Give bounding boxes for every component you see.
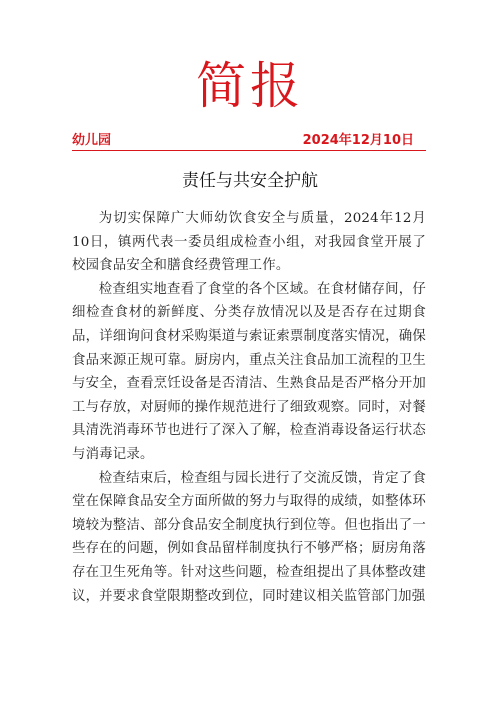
issue-date: 2024年12月10日 [302, 133, 414, 148]
header-meta [72, 132, 426, 152]
masthead-title: 简报 [196, 57, 304, 115]
article-headline: 责任与共安全护航 [182, 171, 318, 191]
organization-name: 幼儿园 [72, 133, 112, 148]
paragraph: 检查结束后，检查组与园长进行了交流反馈，肯定了食堂在保障食品安全方面所做的努力与取得的成绩，如整体环境较为整洁、部分食品安全制度执行到位等。但也指出了一些存在的问题，例如食品留样制度执行不够严格；厨房角落存在卫生死角等。针对这些问题，检查组提出了具体整改建议，并要求食堂限期整改到位，同时建议相关监管部门加强 [72, 470, 426, 604]
article-body [72, 207, 426, 608]
header-divider [72, 150, 426, 151]
paragraph: 为切实保障广大师幼饮食安全与质量，2024年12月10日，镇两代表一委员组成检查小组，对我园食堂开展了校园食品安全和膳食经费管理工作。 [72, 211, 426, 274]
paragraph: 检查组实地查看了食堂的各个区域。在食材储存间，仔细检查食材的新鲜度、分类存放情况以及是否存在过期食品，详细询问食材采购渠道与索证索票制度落实情况，确保食品来源正规可靠。厨房内，重点关注食品加工流程的卫生与安全，查看烹饪设备是否清洁、生熟食品是否严格分开加工与存放，对厨师的操作规范进行了细致观察。同时，对餐具清洗消毒环节也进行了深入了解，检查消毒设备运行状态与消毒记录。 [72, 281, 426, 462]
